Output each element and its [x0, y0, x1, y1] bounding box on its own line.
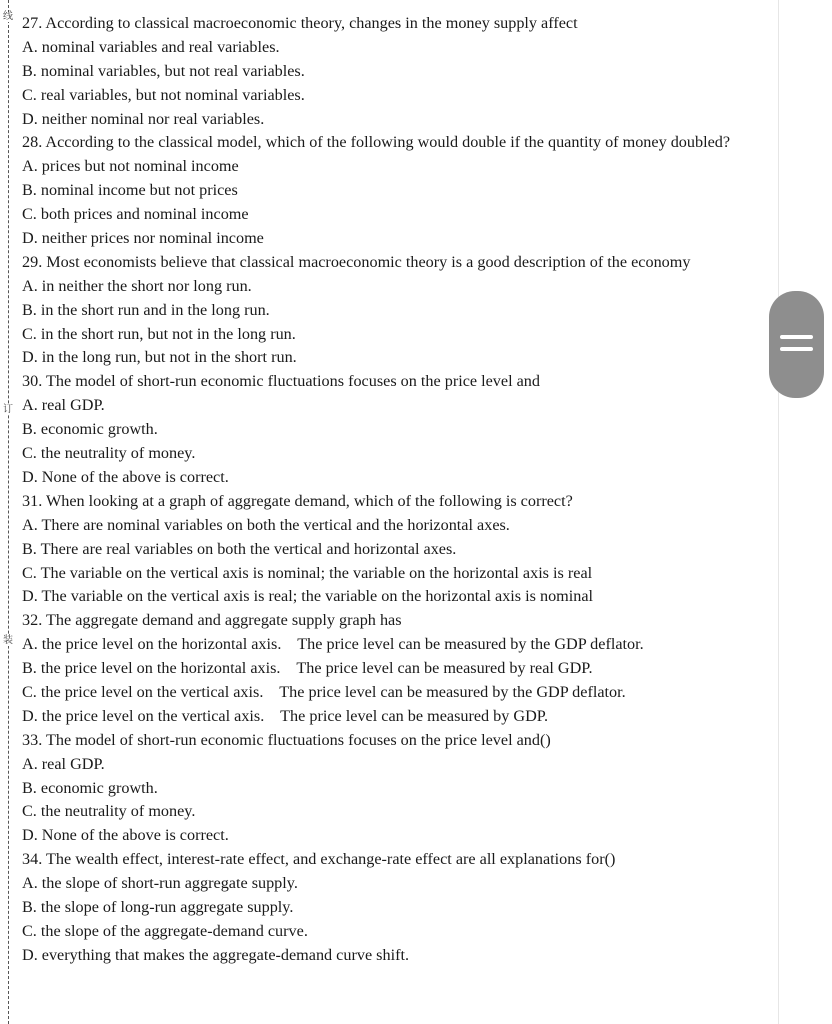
question-31-stem: 31. When looking at a graph of aggregate demand, which of the following is correct? [22, 491, 573, 510]
question-30-option-a: A. real GDP. [22, 396, 105, 415]
question-30-option-b: B. economic growth. [22, 420, 158, 439]
question-29-option-c: C. in the short run, but not in the long run. [22, 324, 296, 343]
question-30-stem: 30. The model of short-run economic fluctuations focuses on the price level and [22, 372, 540, 391]
question-28-option-d: D. neither prices nor nominal income [22, 229, 264, 248]
question-34-option-d: D. everything that makes the aggregate-demand curve shift. [22, 945, 410, 964]
question-31-option-b: B. There are real variables on both the vertical and horizontal axes. [22, 539, 457, 558]
question-34-option-b: B. the slope of long-run aggregate supply. [22, 897, 294, 916]
question-32-stem: 32. The aggregate demand and aggregate supply graph has [22, 611, 402, 630]
question-30-option-d: D. None of the above is correct. [22, 467, 229, 486]
question-32-option-c: C. the price level on the vertical axis. The price level can be measured by the GDP deflator. [22, 682, 626, 701]
question-29-option-a: A. in neither the short nor long run. [22, 276, 252, 295]
binding-mark-xian: 线 [3, 11, 13, 22]
question-32-option-a: A. the price level on the horizontal axis. The price level can be measured by the GDP deflator. [22, 635, 644, 654]
question-33-option-a: A. real GDP. [22, 754, 105, 773]
question-30-option-c: C. the neutrality of money. [22, 444, 196, 463]
question-31-option-a: A. There are nominal variables on both the vertical and the horizontal axes. [22, 515, 510, 534]
question-34-stem: 34. The wealth effect, interest-rate effect, and exchange-rate effect are all explanations for() [22, 850, 616, 869]
question-31-option-c: C. The variable on the vertical axis is nominal; the variable on the horizontal axis is real [22, 563, 593, 582]
binding-dashed-line [8, 0, 9, 1024]
question-33-option-c: C. the neutrality of money. [22, 802, 196, 821]
question-32-option-b: B. the price level on the horizontal axis. The price level can be measured by real GDP. [22, 659, 593, 678]
question-28-stem: 28. According to the classical model, which of the following would double if the quantity of money doubled? [22, 133, 731, 152]
question-28-option-a: A. prices but not nominal income [22, 157, 239, 176]
question-33-stem: 33. The model of short-run economic fluctuations focuses on the price level and() [22, 730, 551, 749]
question-29-option-b: B. in the short run and in the long run. [22, 300, 270, 319]
question-28-option-b: B. nominal income but not prices [22, 181, 238, 200]
binding-mark-zhuang: 装 [3, 635, 13, 646]
question-31-option-d: D. The variable on the vertical axis is real; the variable on the horizontal axis is nominal [22, 587, 594, 606]
question-34-option-c: C. the slope of the aggregate-demand curve. [22, 921, 308, 940]
question-33-option-b: B. economic growth. [22, 778, 158, 797]
question-33-option-d: D. None of the above is correct. [22, 826, 229, 845]
question-28-option-c: C. both prices and nominal income [22, 205, 249, 224]
question-27-stem: 27. According to classical macroeconomic theory, changes in the money supply affect [22, 14, 578, 32]
question-27-option-d: D. neither nominal nor real variables. [22, 109, 265, 128]
question-27-option-b: B. nominal variables, but not real variables. [22, 61, 305, 80]
question-29-stem: 29. Most economists believe that classical macroeconomic theory is a good description of the economy [22, 252, 691, 271]
question-27-option-c: C. real variables, but not nominal variables. [22, 85, 305, 104]
question-list [22, 12, 772, 968]
handle-grip-icon [780, 347, 813, 351]
handle-grip-icon [780, 335, 813, 339]
question-34-option-a: A. the slope of short-run aggregate supply. [22, 874, 298, 893]
scroll-drag-handle[interactable] [769, 291, 824, 398]
question-27-option-a: A. nominal variables and real variables. [22, 37, 280, 56]
question-32-option-d: D. the price level on the vertical axis. The price level can be measured by GDP. [22, 706, 549, 725]
binding-mark-ding: 订 [3, 404, 13, 415]
question-29-option-d: D. in the long run, but not in the short run. [22, 348, 297, 367]
